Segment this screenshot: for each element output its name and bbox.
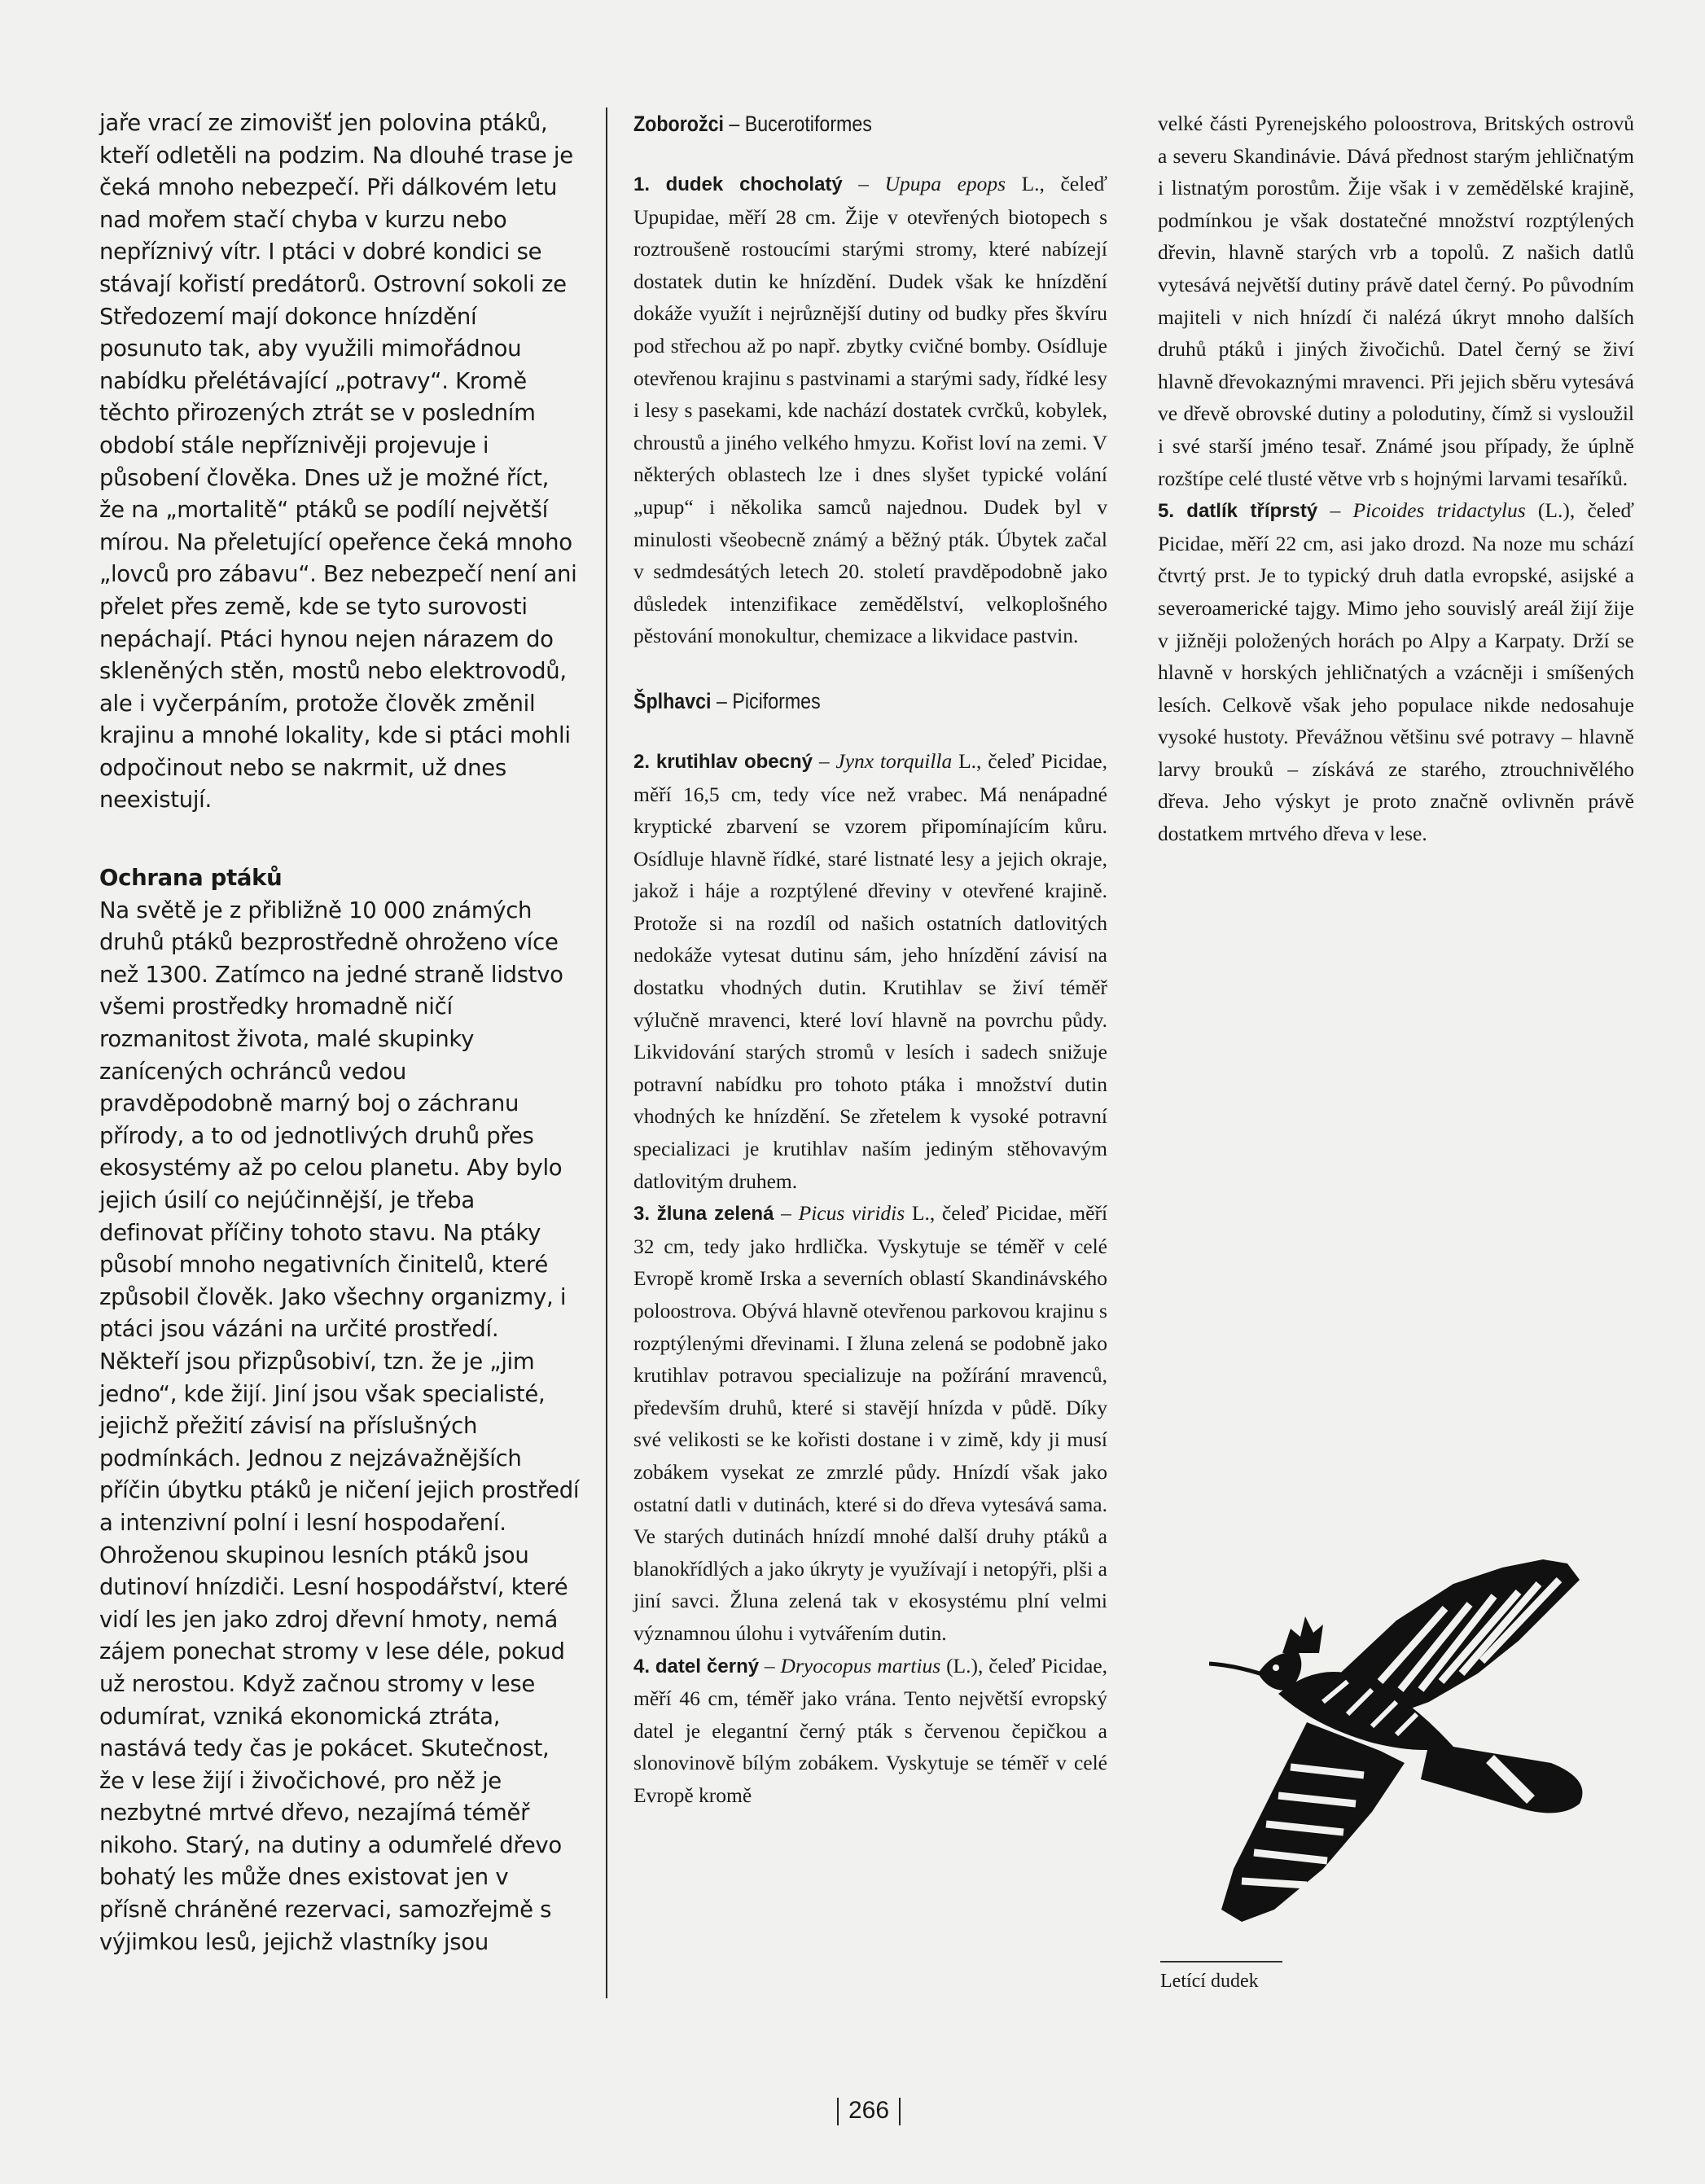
- section-heading-woodpeckers: Šplhavci – Piciformes: [633, 688, 821, 713]
- black-woodpecker-continuation: velké části Pyrenejského poloostrova, Britských ostrovů a severu Skandinávie. Dává přednost starým jehličnatým i listnatým porostům. Žije však i v zemědělské krajině, podmínkou je však dostatečné množství rozptýlených dřevin, hlavně starých vrb a topolů. Z našich datlů vytesává největší dutiny právě datel černý. Po původním majiteli v nich hnízdí či nalézá úkryt mnoho dalších druhů ptáků i jiných živočichů. Datel černý se živí hlavně dřevokaznými mravenci. Při jejich sběru vytesává ve dřevě obrovské dutiny a polodutiny, čímž si vysloužil i své starší jméno tesař. Známé jsou případy, že úplně rozštípe celé tlusté větve vrb s hojnými larvami tesaříků.: [1158, 112, 1634, 490]
- section-heading-bird-protection: Ochrana ptáků: [99, 865, 283, 892]
- latin-name: Jynx torquilla: [835, 748, 953, 773]
- left-column: [99, 107, 580, 1958]
- latin-name: Upupa epops: [884, 172, 1006, 195]
- column-divider: [606, 107, 607, 1998]
- species-name: žluna zelená: [656, 1203, 774, 1226]
- figure-caption: Letící dudek: [1160, 1971, 1259, 1992]
- section-heading-hornbills: Zoborožci – Bucerotiformes: [633, 112, 872, 136]
- species-name: krutihlav obecný: [655, 750, 813, 773]
- right-column: [1158, 107, 1634, 850]
- species-entry-wryneck: 2. krutihlav obecný – Jynx torquilla L., čeleď Picidae, měří 16,5 cm, tedy více než vrabec. Má nenápadné kryptické zbarvení se vzorem připomínajícím kůru. Osídluje hlavně řídké, staré listnaté lesy a jejich okraje, jakož i háje a rozptýlené dřeviny v otevřené krajině. Protože si na rozdíl od našich ostatních datlovitých nedokáže vytesat dutinu sám, jeho hnízdění závisí na dostatku vhodných dutin. Krutihlav se živí téměř výlučně mravenci, které loví hlavně na povrchu půdy. Likvidování starých stromů v lesích i sadech snižuje potravní nabídku pro tohoto ptáka i množství dutin vhodných ke hnízdění. Se zřetelem k vysoké potravní specializaci je krutihlav naším jediným stěhovavým datlovitým druhem.: [633, 748, 1107, 1193]
- middle-column: [633, 107, 1107, 1812]
- species-entry-black-woodpecker: 4. datel černý – Dryocopus martius (L.), čeleď Picidae, měří 46 cm, téměř jako vrána. Tento největší evropský datel je elegantní černý pták s červenou čepičkou a slonovinově bílým zobákem. Vyskytuje se téměř v celé Evropě kromě: [633, 1653, 1108, 1807]
- species-name: datel černý: [655, 1655, 760, 1677]
- latin-name: Dryocopus martius: [780, 1653, 941, 1677]
- bird-protection-paragraph: Na světě je z přibližně 10 000 známých druhů ptáků bezprostředně ohroženo více než 1300. Zatímco na jedné straně lidstvo všemi prostředky hromadně ničí rozmanitost života, malé skupinky zanícených ochránců vedou pravděpodobně marný boj o záchranu přírody, a to od jednotlivých druhů přes ekosystémy až po celou planetu. Aby bylo jejich úsilí co nejúčinnější, je třeba definovat příčiny tohoto stavu. Na ptáky působí mnoho negativních činitelů, které způsobil člověk. Jako všechny organizmy, i ptáci jsou vázáni na určité prostředí. Někteří jsou přizpůsobiví, tzn. že je „jim jedno“, kde žijí. Jiní jsou však specialisté, jejichž přežití závisí na příslušných podmínkách. Jednou z nejzávažnějších příčin úbytku ptáků je ničení jejich prostředí a intenzivní polní i lesní hospodaření. Ohroženou skupinou lesních ptáků jsou dutinoví hnízdiči. Lesní hospodářství, které vidí les jen jako zdroj dřevní hmoty, nemá zájem ponechat stromy v lese déle, pokud už nerostou. Když začnou stromy v lese odumírat, vzniká ekonomická ztráta, nastává tedy čas je pokácet. Skutečnost, že v lese žijí i živočichové, pro něž je nezbytné mrtvé dřevo, nezajímá téměř nikoho. Starý, na dutiny a odumřelé dřevo bohatý les může dnes existovat jen v přísně chráněné rezervaci, samozřejmě s výjimkou lesů, jejichž vlastníky jsou: [99, 897, 580, 1955]
- species-entry-three-toed-woodpecker: 5. datlík tříprstý – Picoides tridactylus (L.), čeleď Picidae, měří 22 cm, asi jako drozd. Na noze mu schází čtvrtý prst. Je to typický druh datla evropské, asijské a severoamerické tajgy. Mimo jeho souvislý areál žijí žije v jižněji položených horách po Alpy a Karpaty. Drží se hlavně v horských jehličnatých a vzácněji i smíšených lesích. Celkově však jeho populace nikde nedosahuje vysoké hustoty. Převážnou většinu své potravy – hlavně larvy brouků – získává ze starého, ztrouchnivělého dřeva. Jeho výskyt je proto značně ovlivněn právě dostatkem mrtvého dřeva v lese.: [1158, 498, 1634, 846]
- latin-name: Picoides tridactylus: [1352, 498, 1526, 523]
- species-name: datlík tříprstý: [1186, 500, 1318, 523]
- latin-name: Picus viridis: [798, 1201, 905, 1226]
- species-entry-hoopoe: 1. dudek chocholatý – Upupa epops L., čeleď Upupidae, měří 28 cm. Žije v otevřených biotopech s roztroušeně rostoucími starými stromy, které nabízejí dostatek dutin ke hnízdění. Dudek však ke hnízdění dokáže využít i nejrůznější dutiny od budky přes škvíru pod střechou až po např. zbytky cvičné bomby. Osídluje otevřenou krajinu s pastvinami a starými sady, řídké lesy i lesy s pasekami, kde nachází dostatek cvrčků, kobylek, chroustů a jiného velkého hmyzu. Kořist loví na zemi. V některých oblastech lze i dnes slyšet typické volání „upup“ i několika samců najednou. Dudek byl v minulosti všeobecně známý a běžný pták. Úbytek začal v sedmdesátých letech 20. století pravděpodobně jako důsledek intenzifikace zemědělství, velkoplošného pěstování monokultur, chemizace a likvidace pastvin.: [633, 172, 1107, 648]
- species-name: dudek chocholatý: [665, 173, 843, 195]
- species-entry-green-woodpecker: 3. žluna zelená – Picus viridis L., čeleď Picidae, měří 32 cm, tedy jako hrdlička. Vyskytuje se téměř v celé Evropě kromě Irska a severních oblastí Skandinávského poloostrova. Obývá hlavně otevřenou parkovou krajinu s rozptýlenými dřevinami. I žluna zelená se podobně jako krutihlav potravou specializuje na požírání mravenců, především druhů, které si stavějí hnízda v půdě. Díky své velikosti se ke kořisti dostane i v zimě, kdy ji musí zobákem vysekat ze zmrzlé půdy. Hnízdí však jako ostatní datli v dutinách, které si do dřeva vytesává sama. Ve starých dutinách hnízdí mnohé další druhy ptáků a blanokřídlých a jako úkryty je využívají i netopýři, plši a jiní savci. Žluna zelená tak v ekosystému plní velmi významnou úlohu i vytvářením dutin.: [633, 1201, 1108, 1645]
- flying-hoopoe-illustration-icon: [1209, 1559, 1596, 1930]
- caption-rule: [1160, 1961, 1282, 1963]
- intro-paragraph: jaře vrací ze zimovišť jen polovina ptáků, kteří odletěli na podzim. Na dlouhé trase je čeká mnoho nebezpečí. Při dálkovém letu nad mořem stačí chyba v kurzu nebo nepříznivý vítr. I ptáci v dobré kondici se stávají kořistí predátorů. Ostrovní sokoli ze Středozemí mají dokonce hnízdění posunuto tak, aby využili mimořádnou nabídku přelétávající „potravy“. Kromě těchto přirozených ztrát se v posledním období stále nepříznivěji projevuje i působení člověka. Dnes už je možné říct, že na „mortalitě“ ptáků se podílí největší mírou. Na přeletující opeřence čeká mnoho „lovců pro zábavu“. Bez nebezpečí není ani přelet přes země, kde se tyto surovosti nepáchají. Ptáci hynou nejen nárazem do skleněných stěn, mostů nebo elektrovodů, ale i vyčerpáním, protože člověk změnil krajinu a mnohé lokality, kde si ptáci mohli odpočinout nebo se nakrmit, už dnes neexistují.: [99, 110, 577, 814]
- page-number: 266: [814, 2094, 923, 2127]
